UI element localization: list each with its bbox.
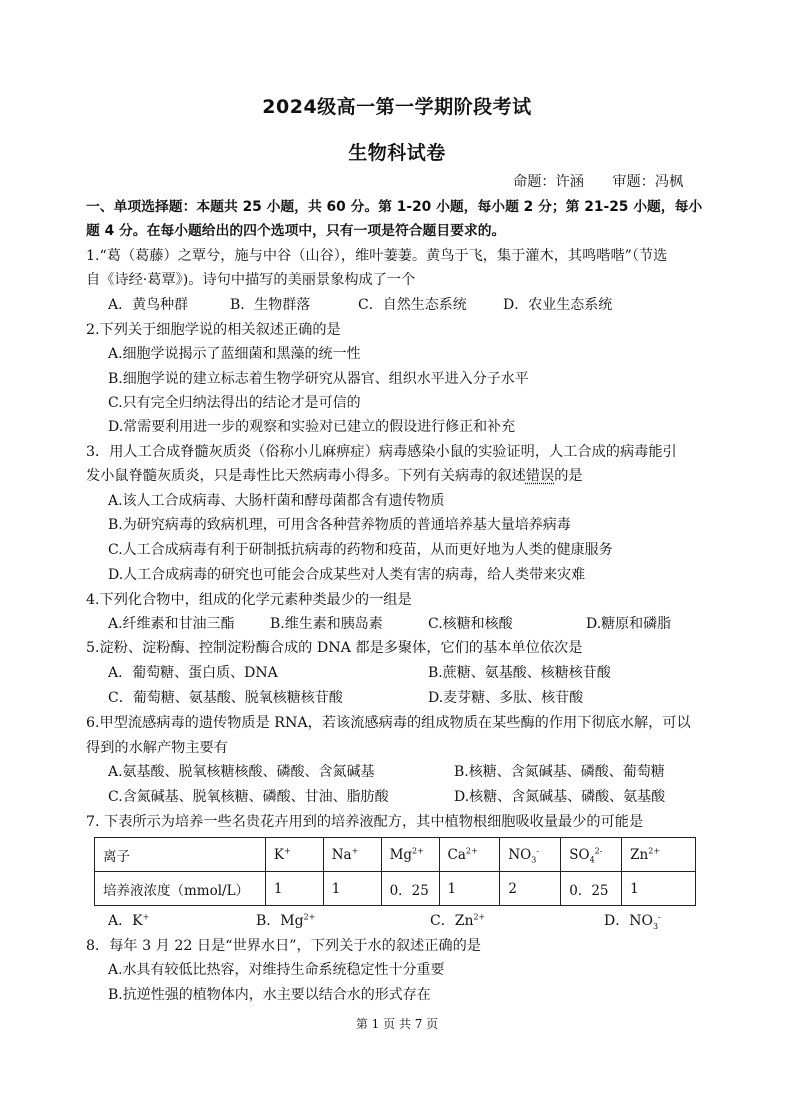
q1-option-a: A．黄鸟种群 [108, 297, 189, 313]
section-heading-line2: 题 4 分。在每小题给出的四个选项中，只有一项是符合题目要求的。 [86, 223, 506, 239]
q3-option-c: C.人工合成病毒有利于研制抵抗病毒的药物和疫苗，从而更好地为人类的健康服务 [108, 542, 613, 558]
q3-option-d: D.人工合成病毒的研究也可能会合成某些对人类有害的病毒，给人类带来灾难 [108, 567, 586, 583]
table-row-concentration [95, 872, 696, 906]
q6-stem-line2: 得到的水解产物主要有 [86, 740, 228, 756]
q3-stem-line1: 3．用人工合成脊髓灰质炎（俗称小儿麻痹症）病毒感染小鼠的实验证明，人工合成的病毒能引 [86, 444, 677, 460]
table-row-ions [95, 838, 696, 872]
q7-option-c: C．$Zn^{2+}$ [430, 912, 486, 929]
table-cell: 1 [323, 872, 381, 906]
ion-cell-zn: $Zn^{2+}$ [622, 838, 696, 872]
q2-option-a: A.细胞学说揭示了蓝细菌和黑藻的统一性 [108, 346, 361, 362]
table-cell: 1 [439, 872, 500, 906]
q2-option-b: B.细胞学说的建立标志着生物学研究从器官、组织水平进入分子水平 [108, 371, 529, 387]
q1-option-d: D．农业生态系统 [503, 297, 613, 313]
q5-option-a: A．葡萄糖、蛋白质、DNA [108, 665, 278, 681]
q7-option-d: D．$NO_3^-$ [604, 912, 661, 931]
q3-stem-line2: 发小鼠脊髓灰质炎，只是毒性比天然病毒小得多。下列有关病毒的叙述错误的是 [86, 468, 583, 484]
ion-cell-k: K+ [265, 838, 323, 872]
q4-stem: 4.下列化合物中，组成的化学元素种类最少的一组是 [86, 592, 412, 608]
q4-option-a: A.纤维素和甘油三酯 [108, 616, 235, 632]
q5-option-c: C．葡萄糖、氨基酸、脱氧核糖核苷酸 [108, 690, 343, 706]
q5-option-d: D.麦芽糖、多肽、核苷酸 [428, 690, 584, 706]
q3-emphasis: 错误 [525, 468, 555, 484]
section-heading-line1: 一、单项选择题：本题共 25 小题，共 60 分。第 1-20 小题，每小题 2 分；第 21-25 小题，每小 [86, 199, 703, 215]
exam-subtitle: 生物科试卷 [348, 142, 446, 164]
ion-cell-no3: $NO_3^-$ [500, 838, 561, 872]
table-cell: 2 [500, 872, 561, 906]
table-header-cell: 离子 [95, 838, 266, 872]
q8-stem: 8．每年 3 月 22 日是“世界水日”，下列关于水的叙述正确的是 [86, 938, 481, 954]
q1-option-c: C．自然生态系统 [358, 297, 467, 313]
q2-stem: 2.下列关于细胞学说的相关叙述正确的是 [86, 322, 341, 338]
q7-option-b: B．$Mg^{2+}$ [256, 912, 316, 929]
q6-option-a: A.氨基酸、脱氧核糖核酸、磷酸、含氮碱基 [108, 764, 375, 780]
q8-option-b: B.抗逆性强的植物体内，水主要以结合水的形式存在 [108, 987, 431, 1003]
q5-option-b: B.蔗糖、氨基酸、核糖核苷酸 [428, 665, 611, 681]
ion-cell-so4: $SO_4^{2-}$ [561, 838, 622, 872]
table-cell: 0．25 [561, 872, 622, 906]
ion-cell-ca: $Ca^{2+}$ [439, 838, 500, 872]
q6-option-c: C.含氮碱基、脱氧核糖、磷酸、甘油、脂肪酸 [108, 789, 389, 805]
q3-option-a: A.该人工合成病毒、大肠杆菌和酵母菌都含有遗传物质 [108, 493, 445, 509]
ion-cell-na: Na+ [323, 838, 381, 872]
q4-option-c: C.核糖和核酸 [428, 616, 513, 632]
q2-option-c: C.只有完全归纳法得出的结论才是可信的 [108, 395, 361, 411]
q6-stem-line1: 6.甲型流感病毒的遗传物质是 RNA，若该流感病毒的组成物质在某些酶的作用下彻底水解，可以 [86, 715, 691, 731]
q7-stem: 7. 下表所示为培养一些名贵花卉用到的培养液配方，其中植物根细胞吸收量最少的可能是 [86, 814, 644, 830]
exam-title: 2024级高一第一学期阶段考试 [262, 96, 532, 118]
q6-option-b: B.核糖、含氮碱基、磷酸、葡萄糖 [454, 764, 665, 780]
table-cell: 1 [622, 872, 696, 906]
q1-stem-line1: 1.“葛（葛藤）之覃兮，施与中谷（山谷），维叶萋萋。黄鸟于飞，集于灌木，其鸣喈喈”（节选 [86, 248, 668, 264]
q7-option-a: A．K+ [108, 912, 150, 929]
q1-stem-line2: 自《诗经·葛覃》)。诗句中描写的美丽景象构成了一个 [86, 272, 416, 288]
q4-option-b: B.维生素和胰岛素 [270, 616, 383, 632]
nutrient-solution-table [94, 837, 696, 906]
q8-option-a: A.水具有较低比热容，对维持生命系统稳定性十分重要 [108, 962, 445, 978]
table-header-cell: 培养液浓度（mmol/L） [95, 872, 266, 906]
q6-option-d: D.核糖、含氮碱基、磷酸、氨基酸 [454, 789, 666, 805]
table-cell: 0．25 [381, 872, 439, 906]
page-number-footer: 第 1 页 共 7 页 [355, 1017, 439, 1031]
table-cell: 1 [265, 872, 323, 906]
q5-stem: 5.淀粉、淀粉酶、控制淀粉酶合成的 DNA 都是多聚体，它们的基本单位依次是 [86, 640, 583, 656]
q1-option-b: B．生物群落 [230, 297, 311, 313]
q4-option-d: D.糖原和磷脂 [586, 616, 672, 632]
ion-cell-mg: $Mg^{2+}$ [381, 838, 439, 872]
q3-option-b: B.为研究病毒的致病机理，可用含各种营养物质的普通培养基大量培养病毒 [108, 517, 571, 533]
q2-option-d: D.常需要利用进一步的观察和实验对已建立的假设进行修正和补充 [108, 419, 516, 435]
authors-line: 命题：许涵 审题：冯枫 [513, 174, 684, 190]
